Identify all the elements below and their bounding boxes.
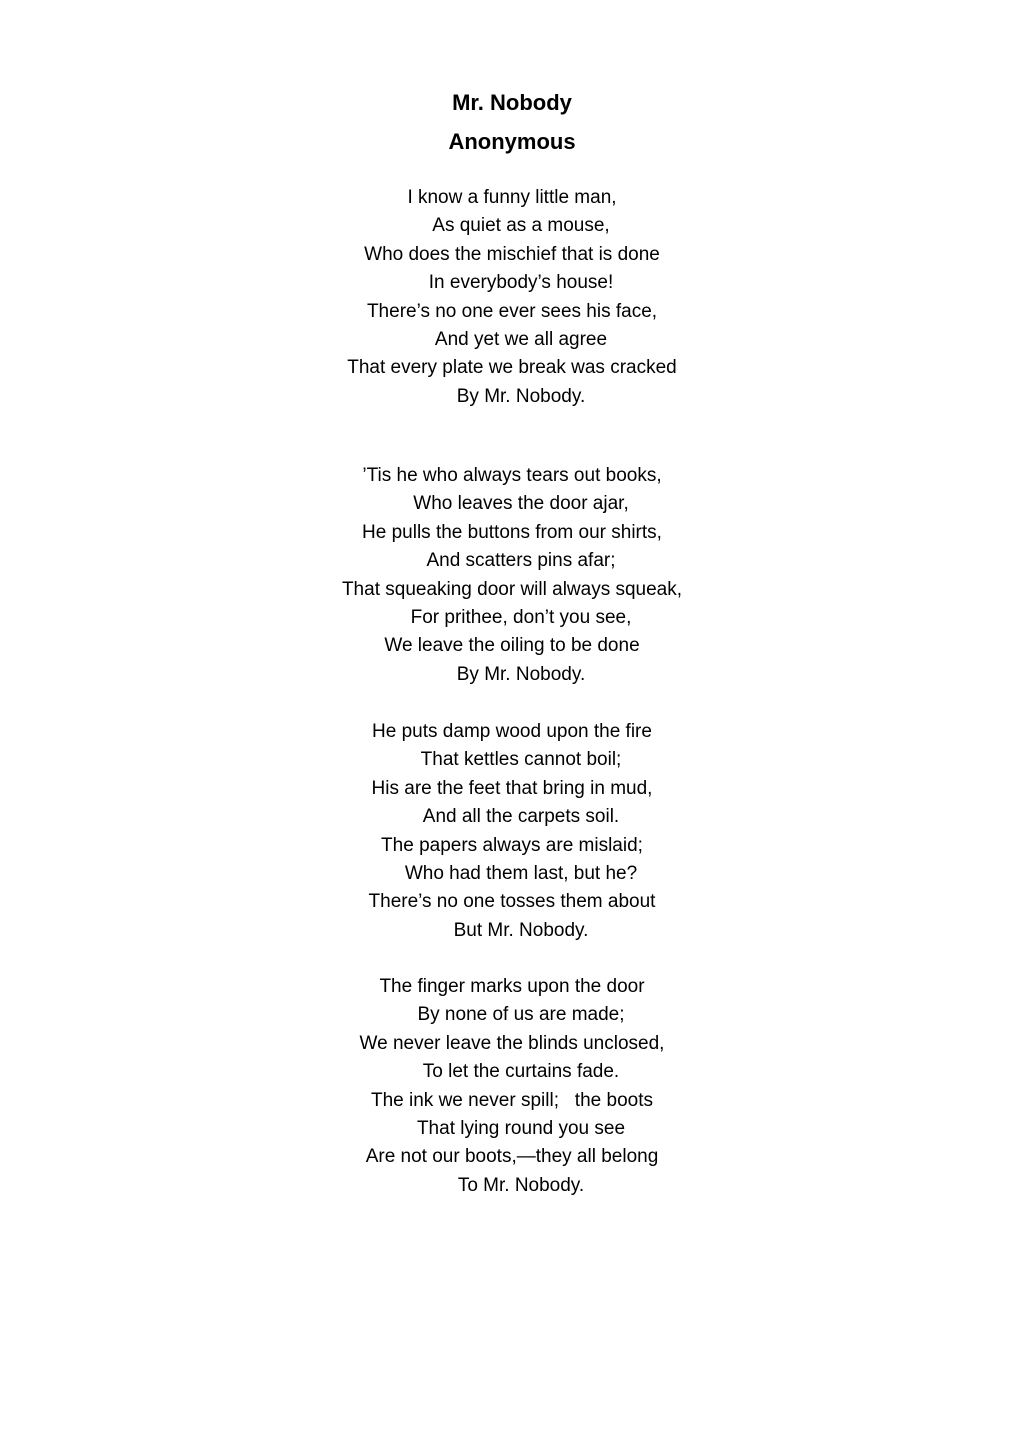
poem-line: As quiet as a mouse, bbox=[432, 215, 610, 236]
poem-line: In everybody’s house! bbox=[428, 272, 614, 293]
poem-line: The finger marks upon the door bbox=[379, 976, 645, 997]
poem-line: To Mr. Nobody. bbox=[457, 1175, 585, 1196]
poem-line: The ink we never spill; the boots bbox=[371, 1090, 653, 1111]
poem-line: That squeaking door will always squeak, bbox=[341, 579, 683, 600]
poem-line: His are the feet that bring in mud, bbox=[371, 778, 653, 799]
poem-line: That every plate we break was cracked bbox=[347, 357, 677, 378]
poem-line: He pulls the buttons from our shirts, bbox=[362, 522, 662, 543]
poem-line: Who had them last, but he? bbox=[404, 863, 638, 884]
poem-title: Mr. Nobody bbox=[452, 90, 572, 115]
poem-line: I know a funny little man, bbox=[407, 187, 617, 208]
poem-line: And all the carpets soil. bbox=[422, 806, 620, 827]
poem-line: Who does the mischief that is done bbox=[364, 244, 660, 265]
poem-line: And scatters pins afar; bbox=[426, 550, 616, 571]
poem-line: We leave the oiling to be done bbox=[384, 635, 640, 656]
poem-line: By none of us are made; bbox=[417, 1004, 625, 1025]
poem-line: To let the curtains fade. bbox=[422, 1061, 620, 1082]
poem-line: He puts damp wood upon the fire bbox=[372, 721, 652, 742]
poem-line: That lying round you see bbox=[416, 1118, 626, 1139]
poem-line: By Mr. Nobody. bbox=[456, 664, 586, 685]
poem-line: There’s no one tosses them about bbox=[368, 891, 656, 912]
poem-line: And yet we all agree bbox=[434, 329, 608, 350]
poem-author: Anonymous bbox=[448, 129, 576, 154]
poem-line: By Mr. Nobody. bbox=[456, 386, 586, 407]
poem-line: The papers always are mislaid; bbox=[381, 835, 643, 856]
poem-line: That kettles cannot boil; bbox=[420, 749, 622, 770]
poem-line: But Mr. Nobody. bbox=[453, 920, 589, 941]
poem-line: There’s no one ever sees his face, bbox=[366, 301, 658, 322]
poem-line: For prithee, don’t you see, bbox=[410, 607, 632, 628]
poem-line: Are not our boots,—they all belong bbox=[365, 1146, 659, 1167]
poem-line: ’Tis he who always tears out books, bbox=[362, 465, 662, 486]
poem-line: Who leaves the door ajar, bbox=[413, 493, 629, 514]
poem-line: We never leave the blinds unclosed, bbox=[359, 1033, 665, 1054]
